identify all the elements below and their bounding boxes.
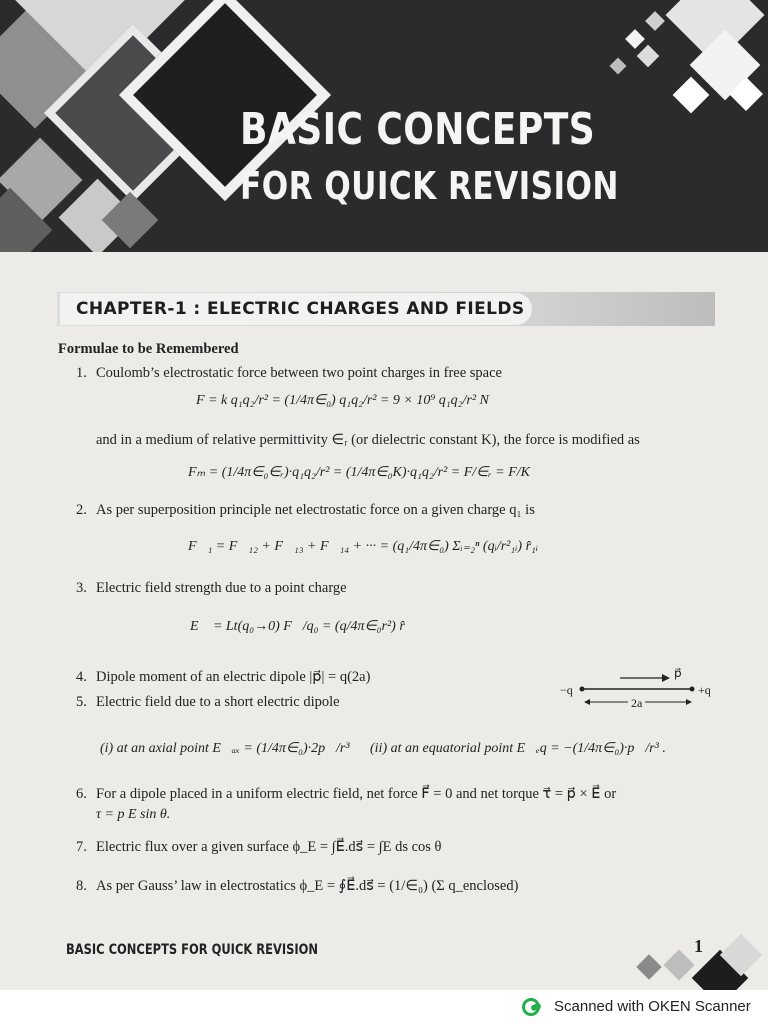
torque-continuation: τ = p E sin θ. — [96, 807, 171, 822]
banner-title-line1: BASIC CONCEPTS — [240, 104, 596, 155]
item-number: 2. — [76, 502, 87, 518]
decor-square — [673, 77, 710, 114]
item-text: Electric flux over a given surface ϕ_E = ∫E⃗.ds⃗ = ∫E ds cos θ — [96, 839, 442, 855]
item-text: Dipole moment of an electric dipole |p⃗| = q(2a) — [96, 669, 371, 685]
decor-square — [637, 45, 660, 68]
decor-square — [645, 11, 665, 31]
oken-logo-icon — [522, 998, 540, 1016]
decor-square — [610, 58, 627, 75]
p-vector-label: p⃗ — [674, 666, 682, 680]
item-number: 3. — [76, 580, 87, 596]
item-text: Electric field due to a short electric dipole — [96, 694, 340, 710]
equation-medium: Fₘ = (1/4π∈₀∈ᵣ)·q₁q₂/r² = (1/4π∈₀K)·q₁q₂/r² = F/∈ᵣ = F/K — [188, 465, 531, 480]
scanner-watermark — [516, 990, 768, 1024]
equation-equatorial: (ii) at an equatorial point E⃗ₑq = −(1/4π∈₀)·p⃗/r³ . — [370, 741, 666, 756]
item-text: As per superposition principle net electrostatic force on a given charge q₁ is — [96, 502, 535, 518]
pos-charge-label: +q — [698, 683, 711, 697]
medium-text: and in a medium of relative permittivity ∈ᵣ (or dielectric constant K), the force is modified as — [96, 432, 640, 448]
item-number: 5. — [76, 694, 87, 710]
equation-superposition: F⃗₁ = F⃗₁₂ + F⃗₁₃ + F⃗₁₄ + ··· = (q₁/4π∈₀) Σᵢ₌₂ⁿ (qᵢ/r²₁ᵢ) r̂₁ᵢ — [188, 539, 539, 554]
item-number: 4. — [76, 669, 87, 685]
decor-square — [625, 29, 645, 49]
item-number: 6. — [76, 786, 87, 802]
length-label: 2a — [628, 694, 645, 712]
item-text: For a dipole placed in a uniform electric field, net force F⃗ = 0 and net torque τ⃗ = p⃗ × E⃗ or — [96, 786, 617, 802]
chapter-title: CHAPTER-1 : ELECTRIC CHARGES AND FIELDS — [60, 293, 532, 325]
neg-charge-label: −q — [560, 683, 573, 697]
equation-field: E⃗ = Lt(q₀→0) F⃗/q₀ = (q/4π∈₀r²) r̂ — [190, 619, 405, 634]
item-number: 1. — [76, 365, 87, 381]
item-text: As per Gauss’ law in electrostatics ϕ_E = ∮E⃗.ds⃗ = (1/∈₀) (Σ q_enclosed) — [96, 878, 519, 894]
item-text: Electric field strength due to a point charge — [96, 580, 347, 596]
page-number: 1 — [694, 936, 703, 956]
section-heading: Formulae to be Remembered — [58, 341, 239, 357]
item-number: 7. — [76, 839, 87, 855]
decor-square — [663, 949, 694, 980]
footer-title: BASIC CONCEPTS FOR QUICK REVISION — [66, 942, 319, 958]
header-banner — [0, 0, 768, 252]
equation-axial: (i) at an axial point E⃗ₐₓ = (1/4π∈₀)·2p⃗/r³ — [100, 741, 350, 756]
item-number: 8. — [76, 878, 87, 894]
dipole-diagram — [560, 668, 720, 712]
item-text: Coulomb’s electrostatic force between two point charges in free space — [96, 365, 502, 381]
equation-coulomb: F = k q₁q₂/r² = (1/4π∈₀) q₁q₂/r² = 9 × 10⁹ q₁q₂/r² N — [196, 393, 489, 408]
scanner-text: Scanned with OKEN Scanner — [554, 998, 751, 1015]
decor-square — [636, 954, 661, 979]
banner-title-line2: FOR QUICK REVISION — [240, 164, 619, 208]
